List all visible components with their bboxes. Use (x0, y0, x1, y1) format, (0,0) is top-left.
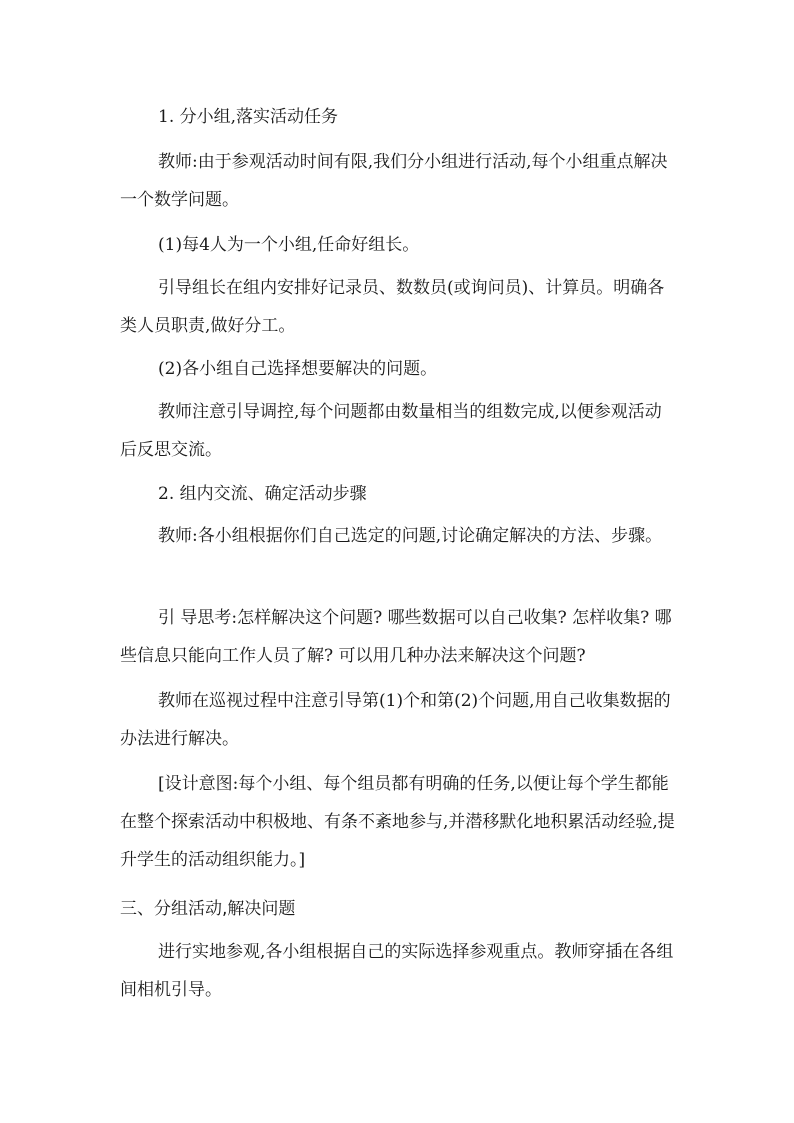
design-intent-note: [设计意图:每个小组、每个组员都有明确的任务,以便让每个学生都能在整个探索活动中积极地、有条不紊地参与,并潜移默化地积累活动经验,提升学生的活动组织能力。] (120, 774, 675, 870)
paragraph: 引 导思考:怎样解决这个问题? 哪些数据可以自己收集? 怎样收集? 哪些信息只能向工作人员了解? 可以用几种办法来解决这个问题? (120, 608, 672, 666)
paragraph: 教师注意引导调控,每个问题都由数量相当的组数完成,以便参观活动后反思交流。 (120, 402, 662, 460)
paragraph: 教师:由于参观活动时间有限,我们分小组进行活动,每个小组重点解决一个数学问题。 (120, 152, 668, 210)
paragraph: 进行实地参观,各小组根据自己的实际选择参观重点。教师穿插在各组间相机引导。 (120, 942, 674, 1000)
section-heading-1: 1. 分小组,落实活动任务 (158, 107, 339, 127)
paragraph: 引导组长在组内安排好记录员、数数员(或询问员)、计算员。明确各类人员职责,做好分工。 (120, 278, 665, 336)
paragraph: 教师在巡视过程中注意引导第(1)个和第(2)个问题,用自己收集数据的办法进行解决。 (120, 691, 671, 749)
paragraph: 教师:各小组根据你们自己选定的问题,讨论确定解决的方法、步骤。 (158, 526, 663, 546)
paragraph: (2)各小组自己选择想要解决的问题。 (158, 359, 438, 379)
section-heading-2: 2. 组内交流、确定活动步骤 (158, 484, 367, 504)
section-heading-3: 三、分组活动,解决问题 (120, 899, 296, 919)
paragraph: (1)每4人为一个小组,任命好组长。 (158, 235, 420, 255)
